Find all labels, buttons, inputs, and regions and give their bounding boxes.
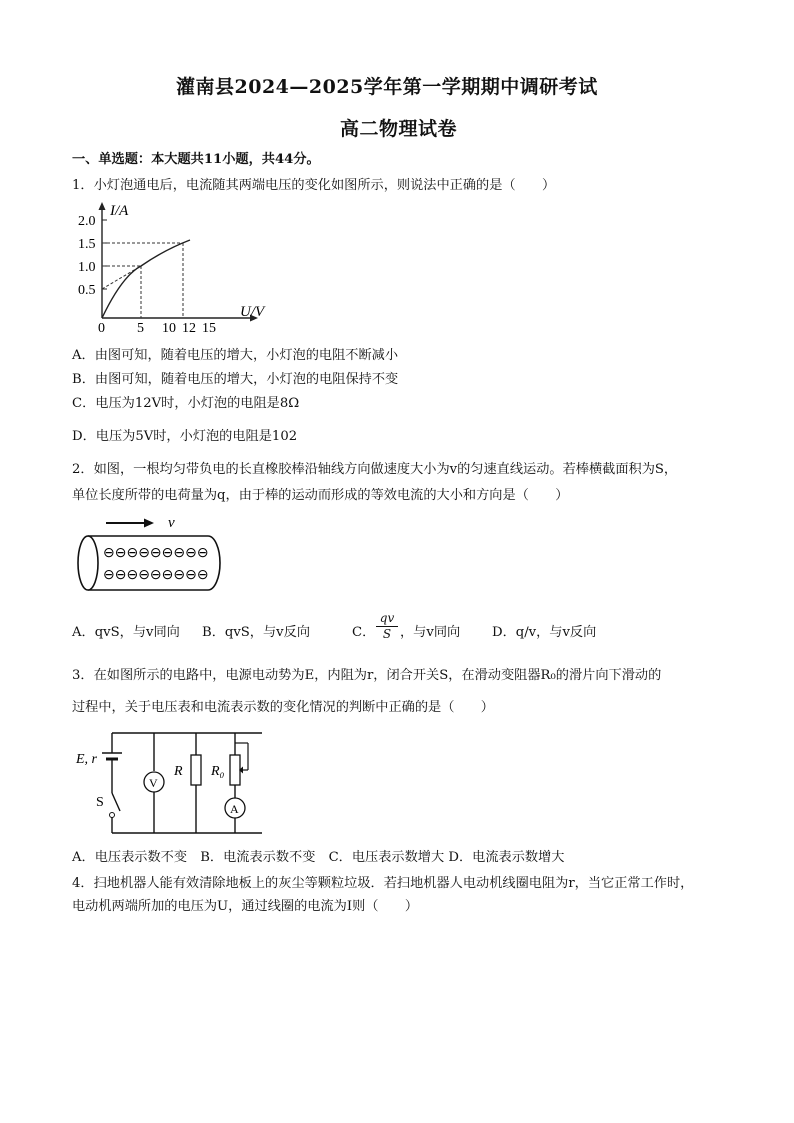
q2-option-d: D．q/v，与v反向	[492, 625, 597, 640]
q4-stem-line1: 4．扫地机器人能有效清除地板上的灰尘等颗粒垃圾．若扫地机器人电动机线圈电阻为r，当它正常工作时，	[72, 876, 694, 891]
q2-stem-line1: 2．如图，一根均匀带负电的长直橡胶棒沿轴线方向做速度大小为v的匀速直线运动。若棒横截面积为S，	[72, 462, 678, 477]
q2-rod-figure	[74, 510, 234, 596]
q1-stem: 1．小灯泡通电后，电流随其两端电压的变化如图所示，则说法中正确的是（ ）	[72, 178, 556, 193]
q1-ytick: 2.0	[78, 214, 96, 229]
q2-velocity-label: v	[168, 515, 175, 531]
q3-circuit	[72, 723, 282, 841]
q1-xlabel: U/V	[240, 304, 265, 320]
q1-iu-graph	[72, 198, 282, 333]
q2-fraction-numerator: qv	[376, 611, 398, 627]
q3-rheostat-label: R₀	[211, 764, 225, 779]
q1-xtick: 5	[137, 321, 144, 333]
q2-charge-row: ⊖⊖⊖⊖⊖⊖⊖⊖⊖	[103, 546, 209, 561]
q1-ytick: 1.0	[78, 260, 96, 275]
q1-xtick: 0	[98, 321, 105, 333]
q1-xtick: 15	[202, 321, 216, 333]
q1-option-a: A．由图可知，随着电压的增大，小灯泡的电阻不断减小	[72, 348, 399, 363]
exam-subtitle: 高二物理试卷	[340, 118, 458, 140]
q1-xtick: 10	[162, 321, 176, 333]
q1-ylabel: I/A	[110, 203, 129, 219]
q3-options: A．电压表示数不变 B．电流表示数不变 C．电压表示数增大 D．电流表示数增大	[72, 850, 565, 865]
q1-ytick: 0.5	[78, 283, 96, 298]
q1-option-b: B．由图可知，随着电压的增大，小灯泡的电阻保持不变	[72, 372, 399, 387]
q3-resistor-label: R	[174, 764, 183, 779]
q1-ytick: 1.5	[78, 237, 96, 252]
q2-stem-line2: 单位长度所带的电荷量为q，由于棒的运动而形成的等效电流的大小和方向是（ ）	[72, 488, 569, 503]
q3-voltmeter-label: V	[149, 776, 158, 790]
q2-option-b: B．qvS，与v反向	[202, 625, 311, 640]
q3-source-label: E, r	[76, 752, 97, 767]
q1-option-d: D．电压为5V时，小灯泡的电阻是102	[72, 429, 298, 444]
q3-switch-label: S	[96, 795, 104, 810]
q1-option-c: C．电压为12V时，小灯泡的电阻是8Ω	[72, 396, 300, 411]
q2-charge-row: ⊖⊖⊖⊖⊖⊖⊖⊖⊖	[103, 568, 209, 583]
section-heading: 一、单选题：本大题共11小题，共44分。	[72, 152, 320, 167]
q2-option-c-fraction	[376, 611, 398, 642]
q3-stem-line1: 3．在如图所示的电路中，电源电动势为E，内阻为r，闭合开关S，在滑动变阻器R₀的滑片向下滑动的	[72, 668, 662, 683]
q2-option-a: A．qvS，与v同向	[72, 625, 180, 640]
q2-option-c-prefix: C．	[352, 625, 376, 640]
q2-fraction-denominator: S	[382, 627, 392, 641]
q1-xtick: 12	[182, 321, 196, 333]
exam-title: 灌南县2024—2025学年第一学期期中调研考试	[176, 76, 598, 98]
q3-ammeter-label: A	[230, 802, 239, 816]
q3-stem-line2: 过程中，关于电压表和电流表示数的变化情况的判断中正确的是（ ）	[72, 700, 494, 715]
q4-stem-line2: 电动机两端所加的电压为U，通过线圈的电流为I则（ ）	[72, 899, 419, 914]
q2-option-c-suffix: ，与v同向	[400, 625, 461, 640]
